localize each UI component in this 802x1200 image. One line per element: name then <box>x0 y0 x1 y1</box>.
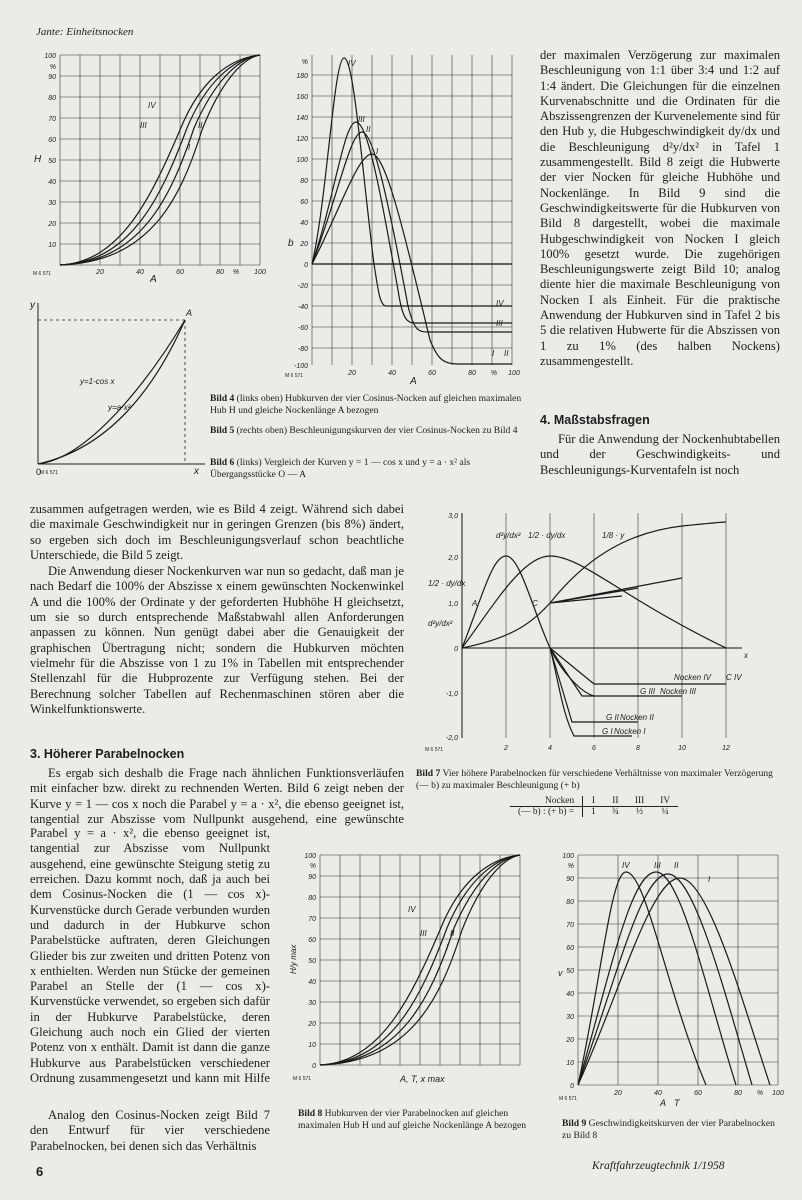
ratio-header: Nocken <box>510 796 583 807</box>
figure-6-comparison <box>30 298 210 478</box>
fig4-xtick: 40 <box>136 269 144 276</box>
fig7-xtick: 2 <box>504 745 508 752</box>
caption-bild8: Bild 8 Hubkurven der vier Parabelnocken auf gleichen maximalen Hub H und auf gleiche Nockenlänge A bezogen <box>298 1108 527 1131</box>
fig5-ytick: -20 <box>297 283 308 290</box>
fig5-label-iii-end: III <box>496 319 503 328</box>
fig9-xtick: 80 <box>734 1090 742 1097</box>
caption-bild9: Bild 9 Geschwindigkeitskurven der vier Parabelnocken zu Bild 8 <box>562 1118 775 1141</box>
fig5-unit: % <box>301 59 308 66</box>
fig5-ytick: 180 <box>296 73 308 80</box>
fig7-ddy-label: d²y/dx² <box>496 531 521 540</box>
fig9-xtick: 100 <box>772 1090 784 1097</box>
fig6-xlabel: x <box>194 466 199 477</box>
fig9-stamp: M 6 571 <box>559 1096 578 1102</box>
fig7-gi: G I <box>602 727 613 736</box>
fig7-x-label: x <box>744 651 748 660</box>
fig9-ytick: 30 <box>566 1014 574 1021</box>
fig5-xtick: 80 <box>468 370 476 377</box>
fig4-ytick: 80 <box>48 95 56 102</box>
fig4-ytick: 70 <box>48 116 56 123</box>
fig4-label-iii: III <box>140 121 147 130</box>
fig9-label-iii: III <box>654 861 661 870</box>
fig5-label-iii: III <box>358 115 365 124</box>
fig7-y-third-label: 1/8 · y <box>602 531 625 540</box>
fig9-xtick: 60 <box>694 1090 702 1097</box>
fig5-ytick: 140 <box>296 115 308 122</box>
fig8-label-ii: II <box>450 929 455 938</box>
fig7-gii: G II <box>606 713 619 722</box>
fig5-ytick: 100 <box>296 157 308 164</box>
fig8-ytick: 90 <box>308 874 316 881</box>
section3-text-p2: Analog den Cosinus-Nocken zeigt Bild 7 den Entwurf für vier verschiedene Parabelnocken, bei denen sich das Verhältnis <box>30 1108 270 1153</box>
fig7-point-c: C <box>532 599 538 608</box>
figure-5-acceleration-curves <box>282 50 527 387</box>
fig4-ylabel: H <box>34 154 42 165</box>
ratio-cell: ½ <box>636 807 644 817</box>
fig5-ytick: -80 <box>297 346 308 353</box>
fig9-xtick: 40 <box>654 1090 662 1097</box>
caption-bild5: Bild 5 (rechts oben) Beschleunigungskurven der vier Cosinus-Nocken zu Bild 4 <box>210 425 518 436</box>
section3-heading: 3. Höherer Parabelnocken <box>30 747 185 761</box>
fig7-nocken-iii: Nocken III <box>660 687 697 696</box>
fig5-label-i-end: I <box>492 349 495 358</box>
running-header: Jante: Einheitsnocken <box>36 26 134 38</box>
fig8-ytick: 20 <box>308 1021 316 1028</box>
fig4-ytick: 100 <box>44 53 56 60</box>
fig9-xlabel: A <box>660 1098 667 1108</box>
fig8-ytick: 30 <box>308 1000 316 1007</box>
fig7-ytick: 2,0 <box>448 555 458 562</box>
fig9-label-ii: II <box>674 861 679 870</box>
fig9-ytick: 100 <box>562 853 574 860</box>
fig4-xtick: 60 <box>176 269 184 276</box>
fig9-ytick: 0 <box>570 1083 574 1090</box>
fig7-ytick: -2,0 <box>445 735 458 742</box>
fig4-ytick: 20 <box>48 221 56 228</box>
fig5-xtick: 20 <box>348 370 356 377</box>
fig4-stamp: M 6 571 <box>33 271 52 277</box>
fig5-xlabel: A <box>410 376 417 387</box>
ratio-table <box>510 796 678 817</box>
fig8-label-iv: IV <box>408 905 416 914</box>
fig5-ytick: -100 <box>293 363 308 370</box>
fig9-ylabel: v <box>558 968 563 978</box>
fig9-unit: % <box>567 863 574 870</box>
fig8-ytick: 70 <box>308 916 316 923</box>
fig7-dy-half-label: 1/2 · dy/dx <box>528 531 566 540</box>
fig7-point-a: A <box>472 599 478 608</box>
caption-bild7: Bild 7 Vier höhere Parabelnocken für verschiedene Verhältnisse von maximaler Verzögerung (— b) zu maximaler Beschleunigung (+ b) <box>416 768 773 791</box>
fig6-eq1: y=1-cos x <box>80 377 115 386</box>
fig7-xtick: 8 <box>636 745 640 752</box>
fig9-label-i: I <box>708 875 711 884</box>
fig7-xtick: 10 <box>678 745 686 752</box>
fig9-xlabel2: T <box>674 1098 680 1108</box>
fig7-nocken-ii: Nocken II <box>620 713 654 722</box>
fig7-ddy-left-label: d²y/dx² <box>428 619 453 628</box>
figure-7-parabola-cams <box>422 508 762 758</box>
fig7-dy-left-label: 1/2 · dy/dx <box>428 579 466 588</box>
fig8-xlabel: A, T, x max <box>400 1074 445 1084</box>
fig6-eq2: y=a·x² <box>108 403 131 412</box>
fig4-ytick: 90 <box>48 74 56 81</box>
fig9-ytick: 60 <box>566 945 574 952</box>
section3-text-top: Es ergab sich deshalb die Frage nach ähnlichen Funktionsverläufen mit einfacher bzw. direkt zu rechnenden Werten. Bild 6 zeigt neben der Kurve y = 1 — cos x noch die Parabel y = a · x², die ebenso geeignet ist, tangential zur Abszisse vom Nullpunkt ausgehend, eine gewünschte <box>30 766 404 826</box>
fig6-origin: 0 <box>36 467 42 477</box>
ratio-cell: ¾ <box>611 807 619 817</box>
figure-4-lift-curves <box>30 50 270 285</box>
ratio-cell: ¼ <box>661 807 669 817</box>
page-number: 6 <box>36 1164 44 1179</box>
section4-heading: 4. Maßstabsfragen <box>540 413 650 427</box>
fig7-ytick: -1,0 <box>445 691 458 698</box>
ratio-header: IV <box>652 796 678 807</box>
fig5-stamp: M 6 571 <box>285 373 304 379</box>
fig7-ytick: 3,0 <box>448 513 458 520</box>
caption-bild6: Bild 6 (links) Vergleich der Kurven y = 1 — cos x und y = a · x² als Übergangsstücke O — A <box>210 457 471 480</box>
caption-bild4: Bild 4 (links oben) Hubkurven der vier Cosinus-Nocken auf gleichen maximalen Hub H und gleiche Nockenlänge A bezogen <box>210 393 522 416</box>
fig8-ytick: 50 <box>308 958 316 965</box>
fig4-ytick: 40 <box>48 179 56 186</box>
fig5-ytick: 20 <box>300 241 308 248</box>
fig8-stamp: M 6 571 <box>293 1076 312 1082</box>
fig5-xtick: 100 <box>508 370 520 377</box>
fig4-ytick: 50 <box>48 158 56 165</box>
ratio-header: III <box>627 796 652 807</box>
fig5-xtick: 60 <box>428 370 436 377</box>
fig7-civ: C IV <box>726 673 742 682</box>
fig9-ytick: 20 <box>566 1037 574 1044</box>
fig7-xtick: 4 <box>548 745 552 752</box>
fig8-ytick: 40 <box>308 979 316 986</box>
journal-footer: Kraftfahrzeugtechnik 1/1958 <box>592 1160 725 1172</box>
fig4-label-iv: IV <box>148 101 156 110</box>
fig9-ytick: 90 <box>566 876 574 883</box>
ratio-header: I <box>583 796 604 807</box>
fig5-label-ii-end: II <box>504 349 509 358</box>
fig5-ytick: -40 <box>297 304 308 311</box>
fig8-unit: % <box>309 863 316 870</box>
fig7-stamp: M 6 571 <box>425 747 444 753</box>
fig4-label-i: I <box>188 143 191 152</box>
fig5-label-i: I <box>376 147 379 156</box>
fig5-ytick: 160 <box>296 94 308 101</box>
fig8-ytick: 80 <box>308 895 316 902</box>
fig5-xtick: 40 <box>388 370 396 377</box>
fig7-xtick: 6 <box>592 745 596 752</box>
fig7-giii: G III <box>640 687 656 696</box>
middle-text: zusammen aufgetragen werden, wie es Bild 4 zeigt. Während sich dabei die maximale Geschwindigkeit nur in geringen Grenzen (bis 8%) ändert, so ergeben sich doch im Beschleunigungsverlauf schon beachtliche Unterschiede, die Bild 5 zeigt. Die Anwendung dieser Nockenkurven war nun so gedacht, daß man je nach Bedarf die 100% der Abszisse x einem gewünschten Nockenwinkel A und die 100% der Ordinate y der geforderten Hubhöhe H gleichsetzt, um sie so durch entsprechende Maßstabwahl allen Anforderungen anpassen zu können. Nun genügt dabei aber die Genauigkeit der graphischen Übertragung nicht; sondern die Hubkurven möchten vielmehr für die Abszisse von 1 zu 1% in Tabellen mit entsprechender Stellenzahl für die Hubprozente zur Verfügung stehen. Bei der Berechnung solcher Tabellen auf Rechenmaschinen stören aber die Winkelfunktionswerte. <box>30 502 404 716</box>
fig9-ytick: 10 <box>566 1060 574 1067</box>
fig5-xunit: % <box>490 370 498 377</box>
ratio-cell: (— b) : (+ b) = <box>510 807 583 818</box>
fig5-ytick: 80 <box>300 178 308 185</box>
fig4-xtick: 20 <box>96 269 104 276</box>
fig4-xtick: 100 <box>254 269 266 276</box>
fig4-label-ii: II <box>198 121 203 130</box>
fig4-xtick: 80 <box>216 269 224 276</box>
fig9-ytick: 50 <box>566 968 574 975</box>
fig4-ytick: 10 <box>48 242 56 249</box>
fig9-label-iv: IV <box>622 861 630 870</box>
fig5-ytick: 120 <box>296 136 308 143</box>
fig9-ytick: 80 <box>566 899 574 906</box>
ratio-header: II <box>604 796 627 807</box>
fig8-ytick: 0 <box>312 1063 316 1070</box>
fig8-ytick: 10 <box>308 1042 316 1049</box>
fig7-nocken-iv: Nocken IV <box>674 673 711 682</box>
ratio-cell: 1 <box>591 807 596 817</box>
fig7-xtick: 12 <box>722 745 730 752</box>
fig7-ytick: 1,0 <box>448 601 458 608</box>
fig6-stamp: M 6 571 <box>40 470 59 476</box>
fig8-ytick: 100 <box>304 853 316 860</box>
fig4-ytick: 60 <box>48 137 56 144</box>
fig4-ytick: 30 <box>48 200 56 207</box>
figure-9-parabola-velocity <box>556 850 786 1110</box>
fig4-xlabel: A <box>150 274 157 285</box>
fig5-ytick: 40 <box>300 220 308 227</box>
fig4-unit: % <box>49 64 56 71</box>
fig5-label-ii: II <box>366 125 371 134</box>
fig8-ytick: 60 <box>308 937 316 944</box>
fig5-ytick: -60 <box>297 325 308 332</box>
fig4-xunit: % <box>232 269 240 276</box>
fig6-ylabel: y <box>30 300 35 311</box>
fig9-xunit: % <box>756 1090 764 1097</box>
fig5-label-iv-end: IV <box>496 299 504 308</box>
figure-8-parabola-lift <box>290 850 530 1090</box>
section3-text-column: Parabel y = a · x², die ebenso geeignet ist, tangential zur Abszisse vom Nullpunkt ausgehend, eine gewünschte Steigung stetig zu erreichen. Dazu kommt noch, daß ja auch bei dem Cosinus-Nocken die (1 — cos x)-Kurvenstücke durch Gerade verbunden wurden und dadurch in der Hubkurve schon Parabelstücke auftraten, deren Gleichungen Glieder bis zur zweiten und dritten Potenz von x enthielten. Werden nun Stücke der gemeinen Parabel an Stelle der (1 — cos x)-Kurvenstücke verwendet, so ergeben sich dafür in der Hubkurve Parabelstücke, deren Gleichung auch noch ein Glied der vierten Potenz von x enthält. Damit ist dann die ganze Hubkurve aus Parabelstücken verschiedener Ordnung zusammengesetzt und kann mit Hilfe <box>30 826 270 1085</box>
fig7-nocken-i: Nocken I <box>614 727 646 736</box>
fig7-ytick: 0 <box>454 646 458 653</box>
fig8-ylabel: H/y max <box>289 944 298 974</box>
section4-text: Für die Anwendung der Nockenhubtabellen und der Geschwindigkeits- und Beschleunigungs-Kurventafeln ist noch <box>540 432 780 477</box>
fig6-point-a: A <box>186 308 193 318</box>
fig5-ylabel: b <box>288 238 294 249</box>
fig5-ytick: 60 <box>300 199 308 206</box>
fig9-ytick: 40 <box>566 991 574 998</box>
fig5-label-iv: IV <box>348 59 356 68</box>
fig9-ytick: 70 <box>566 922 574 929</box>
fig8-label-iii: III <box>420 929 427 938</box>
fig9-xtick: 20 <box>614 1090 622 1097</box>
right-column-text: der maximalen Verzögerung zur maximalen Beschleunigung von 1:1 über 3:4 und 1:2 auf 1:4 ändert. Die Gleichungen für die einzelnen Kurvenabschnitte und die Ordinaten für die Abszissengrenzen der Kurvenelemente sind für den Hub y, die Hubgeschwindigkeit dy/dx und die Beschleunigung d²y/dx² in Tafel 1 zusammengestellt. Bild 8 zeigt die Hubwerte der vier Nocken für gleiche Hubhöhe und Nockenlänge. In Bild 9 sind die Geschwindigkeitswerte für die Hubkurven von Bild 8 dargestellt, wobei die maximale Hubgeschwindigkeit von Nocken I gleich 100% gesetzt wurde. Die zugehörigen Beschleunigungswerte zeigt Bild 10; analog diente hier die maximale Beschleunigung von Nocken I als Einheit. Für die praktische Anwendung der Hubkurven sind in Tafel 2 bis 5 die relativen Hubwerte für die Abszissen von 1 zu 1% (des halben Nockens) zusammengestellt. <box>540 48 780 368</box>
fig5-ytick: 0 <box>304 262 308 269</box>
fig8-label-i: I <box>446 943 449 952</box>
